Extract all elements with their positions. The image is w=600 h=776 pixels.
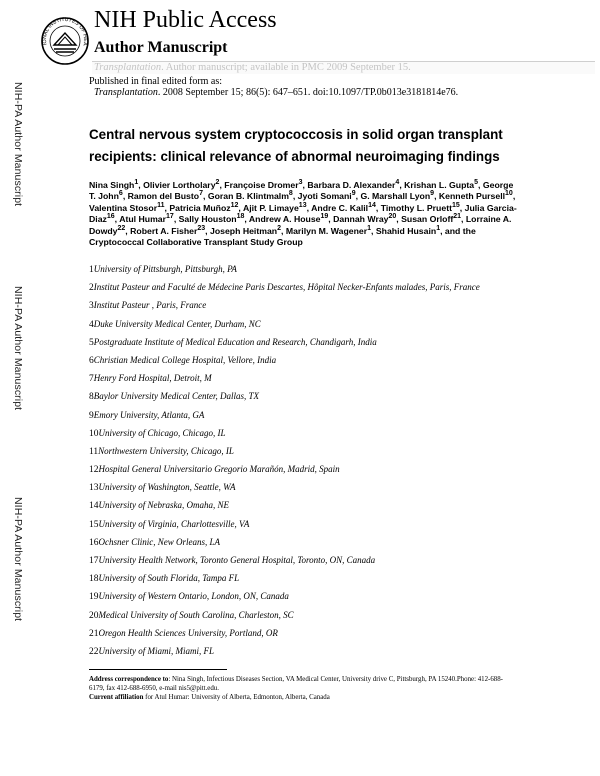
author-affiliation-marker: 23 [197,224,206,232]
affiliation-item [89,281,569,299]
availability-banner [92,61,595,74]
author-name: Andre C. Kalil [311,202,369,213]
author-affiliation-marker: 1 [367,224,372,232]
affiliation-number: 6 [89,355,94,366]
affiliation-text: Institut Pasteur and Faculté de Médecine Paris Descartes, Hôpital Necker-Enfants malades, Paris, France [93,282,480,293]
sidebar-label-1: NIH-PA Author Manuscript [12,82,24,207]
affiliation-item [89,481,569,499]
affiliation-number: 2 [89,283,94,294]
author-name: Julia Garcia-Diaz [89,202,517,225]
author-affiliation-marker: 17 [166,213,174,221]
sidebar-label-2: NIH-PA Author Manuscript [12,286,24,411]
affiliation-number: 3 [89,301,94,312]
affiliation-item [89,336,569,354]
affiliation-number: 8 [89,392,94,403]
affiliation-item [89,463,569,481]
author-affiliation-marker: 12 [230,201,239,209]
affiliation-text: Emory University, Atlanta, GA [93,409,205,420]
current-affiliation-note [89,694,509,703]
sidebar-label-3: NIH-PA Author Manuscript [12,497,24,622]
author-name: Andrew A. House [248,214,321,225]
affiliation-number: 20 [89,610,99,621]
author-list-tail: , and the Cryptococcal Collaborative Transplant Study Group [89,225,476,248]
affiliation-number: 22 [89,646,99,657]
author-name: G. Marshall Lyon [360,191,431,202]
affiliation-item [89,536,569,554]
affiliation-item [89,372,569,390]
correspondence-note [89,676,509,694]
author-affiliation-marker: 8 [288,190,293,198]
author-name: Krishan L. Gupta [404,180,475,190]
seal-text: IONAL INSTITUTES OF HEA [41,16,89,47]
nih-public-access-title: NIH Public Access [94,7,277,33]
current-affiliation-label: Current affiliation [89,693,144,701]
affiliation-item [89,263,569,281]
affiliation-text: Henry Ford Hospital, Detroit, M [93,373,212,384]
author-affiliation-marker: 1 [134,179,139,186]
affiliation-number: 14 [89,501,99,512]
affiliation-number: 13 [89,483,99,494]
affiliation-item [89,572,569,590]
affiliation-text: University of Western Ontario, London, ON, Canada [98,591,289,602]
nih-seal-logo [40,8,90,74]
affiliation-text: Northwestern University, Chicago, IL [98,445,234,456]
affiliation-list [89,263,569,663]
svg-text:NATIONAL INSTITUTES OF HEALTH [40,8,88,47]
affiliation-number: 15 [89,519,99,530]
affiliation-item [89,354,569,372]
author-name: Susan Orloff [401,214,454,225]
affiliation-text: University of Virginia, Charlottesville, VA [98,518,250,529]
citation-details: . 2008 September 15; 86(5): 647–651. doi:10.1097/TP.0b013e3181814e76. [157,87,459,98]
current-affiliation-text: for Atul Humar: University of Alberta, Edmonton, Alberta, Canada [143,693,330,701]
affiliation-number: 16 [89,537,99,548]
author-affiliation-marker: 22 [117,224,126,232]
affiliation-text: Christian Medical College Hospital, Vellore, India [93,354,277,365]
affiliation-item [89,499,569,517]
affiliation-number: 10 [89,428,99,439]
affiliation-number: 11 [89,446,99,457]
author-affiliation-marker: 15 [451,201,460,209]
affiliation-text: Oregon Health Sciences University, Portland, OR [98,627,278,638]
affiliation-item [89,427,569,445]
affiliation-item [89,390,569,408]
author-name: Olivier Lortholary [143,180,216,190]
affiliation-number: 9 [89,410,94,421]
author-name: Goran B. Klintmalm [207,191,289,202]
author-manuscript-heading: Author Manuscript [94,39,228,56]
author-name: Atul Humar [119,214,167,225]
affiliation-item [89,445,569,463]
author-affiliation-marker: 10 [505,190,513,198]
author-affiliation-marker: 1 [436,224,441,232]
author-affiliation-marker: 9 [430,190,435,198]
author-affiliation-marker: 18 [236,213,245,221]
affiliation-item [89,409,569,427]
affiliation-text: Baylor University Medical Center, Dallas, TX [93,391,259,402]
affiliation-text: Duke University Medical Center, Durham, NC [93,318,261,329]
affiliation-number: 5 [89,337,94,348]
footnotes [89,676,509,702]
affiliation-text: University of South Florida, Tampa FL [98,573,240,584]
author-name: Nina Singh [89,180,135,190]
author-name: Kenneth Pursell [438,191,506,202]
author-affiliation-marker: 3 [298,179,303,186]
affiliation-number: 12 [89,465,99,476]
citation [94,87,458,99]
affiliation-item [89,318,569,336]
author-affiliation-marker: 21 [453,213,462,221]
banner-journal: Transplantation [94,62,162,73]
affiliation-number: 17 [89,556,99,566]
author-affiliation-marker: 11 [157,201,165,209]
author-affiliation-marker: 7 [199,190,203,198]
author-name: Sally Houston [178,214,237,225]
affiliation-text: University of Nebraska, Omaha, NE [98,500,229,511]
article-title: Central nervous system cryptococcosis in solid organ transplant recipients: clinical relevance of abnormal neuroimaging findings [89,127,503,164]
affiliation-number: 21 [89,628,99,639]
affiliation-number: 7 [89,374,94,385]
author-name: Ajit P. Limaye [242,202,299,213]
affiliation-item [89,627,569,645]
affiliation-text: Hospital General Universitario Gregorio Marañón, Madrid, Spain [98,464,340,475]
author-affiliation-marker: 2 [277,224,282,232]
author-name: Jyoti Somani [297,191,352,202]
citation-journal: Transplantation [94,87,158,98]
affiliation-number: 4 [89,319,94,330]
affiliation-number: 1 [89,265,94,275]
author-affiliation-marker: 20 [388,213,397,221]
author-affiliation-marker: 9 [351,190,356,198]
author-name: Barbara D. Alexander [307,180,396,190]
affiliation-text: University of Pittsburgh, Pittsburgh, PA [93,264,237,274]
correspondence-label: Address correspondence to [89,676,169,683]
author-name: Lorraine A. Dowdy [89,214,512,236]
author-name: George T. John [89,180,514,202]
affiliation-text: Postgraduate Institute of Medical Education and Research, Chandigarh, India [93,336,377,347]
affiliation-text: Medical University of South Carolina, Charleston, SC [98,609,294,620]
author-affiliation-marker: 5 [474,179,479,186]
affiliation-text: University of Miami, Miami, FL [98,645,214,656]
author-name: Joseph Heitman [210,225,278,236]
footnote-divider [89,669,227,670]
author-name: Patricia Muñoz [169,202,231,213]
author-list: Nina Singh$^1$, Olivier Lortholary$^2$, Françoise Dromer$^3$, Barbara D. Alexander$^4$, Krishan L. Gupta$^5$, George T. John$^6$, Ramon del Busto$^7$, Goran B. Klintmalm$^8$, Jyoti Somani$^9$, G. Marshall Lyon$^9$, Kenneth Pursell$^{10}$, Valentina Stosor$^{11}$, Patricia Muñoz$^{12}$, Ajit P. Limaye$^{13}$, Andre C. Kalil$^{14}$, Timothy L. Pruett$^{15}$, Julia Garcia-Diaz$^{16}$, Atul Humar$^{17}$, Sally Houston$^{18}$, Andrew A. House$^{19}$, Dannah Wray$^{20}$, Susan Orloff$^{21}$, Lorraine A. Dowdy$^{22}$, Robert A. Fisher$^{23}$, Joseph Heitman$^2$, Marilyn M. Wagener$^1$, Shahid Husain$^1$, and the Cryptococcal Collaborative Transplant Study Group [89,179,517,248]
banner-availability: . Author manuscript; available in PMC 2009 September 15. [161,62,411,73]
author-affiliation-marker: 19 [320,213,329,221]
affiliation-item [89,554,569,572]
affiliation-number: 19 [89,592,99,603]
author-affiliation-marker: 13 [298,201,307,209]
affiliation-item [89,518,569,536]
author-name: Valentina Stosor [89,202,158,213]
correspondence-text: : Nina Singh, Infectious Diseases Section, VA Medical Center, University drive C, Pittsburgh, PA 15240.Phone: 412-688-6179, fax 412-688-6950, e-mail nis5@pitt.edu. [89,676,503,692]
author-affiliation-marker: 2 [215,179,220,186]
author-name: Ramon del Busto [127,191,200,202]
author-name: Marilyn M. Wagener [285,225,368,236]
author-name: Dannah Wray [333,214,389,225]
affiliation-text: Ochsner Clinic, New Orleans, LA [98,536,220,547]
author-affiliation-marker: 6 [118,190,123,198]
affiliation-item [89,645,569,663]
published-label: Published in final edited form as: [89,76,223,87]
affiliation-item [89,299,569,317]
affiliation-item [89,609,569,627]
affiliation-text: University of Washington, Seattle, WA [98,482,236,493]
author-affiliation-marker: 16 [106,213,115,221]
author-name: Shahid Husain [375,225,437,236]
affiliation-text: Institut Pasteur , Paris, France [93,300,207,311]
affiliation-number: 18 [89,574,99,585]
author-affiliation-marker: 4 [395,179,400,186]
affiliation-text: University of Chicago, Chicago, IL [98,427,226,438]
author-affiliation-marker: 14 [368,201,376,209]
affiliation-item [89,590,569,608]
author-name: Françoise Dromer [224,180,299,190]
author-name: Robert A. Fisher [130,225,198,236]
affiliation-text: University Health Network, Toronto General Hospital, Toronto, ON, Canada [98,555,376,565]
author-name: Timothy L. Pruett [380,202,452,213]
